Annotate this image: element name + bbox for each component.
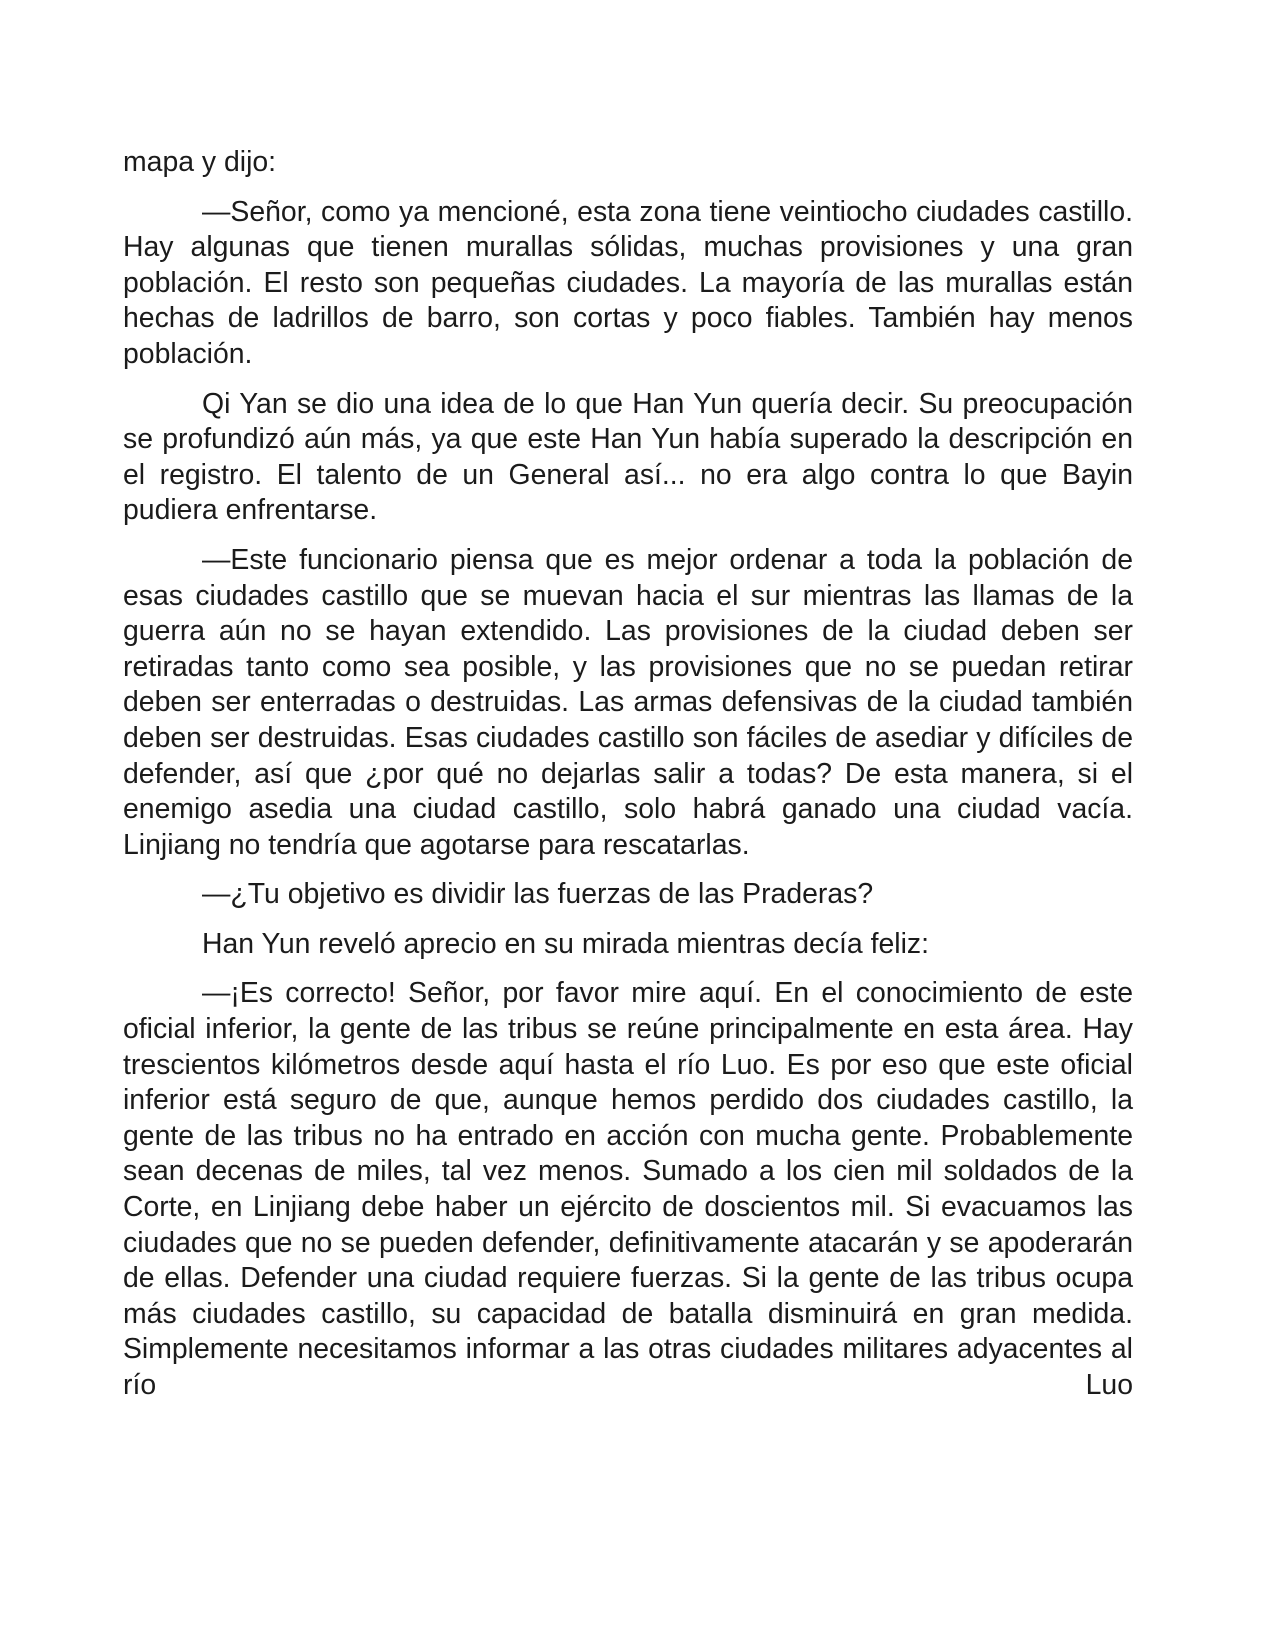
paragraph-6: Han Yun reveló aprecio en su mirada mientras decía feliz: (202, 927, 929, 960)
paragraph-7: —¡Es correcto! Señor, por favor mire aquí. En el conocimiento de este oficial inferior, la gente de las tribus se reúne principalmente en esta área. Hay trescientos kilómetros desde aquí hasta el río Luo. Es por eso que este oficial inferior está seguro de que, aunque hemos perdido dos ciudades castillo, la gente de las tribus no ha entrado en acción con mucha gente. Probablemente sean decenas de miles, tal vez menos. Sumado a los cien mil soldados de la Corte, en Linjiang debe haber un ejército de doscientos mil. Si evacuamos las ciudades que no se pueden defender, definitivamente atacarán y se apoderarán de ellas. Defender una ciudad requiere fuerzas. Si la gente de las tribus ocupa más ciudades castillo, su capacidad de batalla disminuirá en gran medida. Simplemente necesitamos informar a las otras ciudades militares adyacentes al río Luo (123, 977, 1133, 1401)
paragraph-4: —Este funcionario piensa que es mejor ordenar a toda la población de esas ciudades castillo que se muevan hacia el sur mientras las llamas de la guerra aún no se hayan extendido. Las provisiones de la ciudad deben ser retiradas tanto como sea posible, y las provisiones que no se puedan retirar deben ser enterradas o destruidas. Las armas defensivas de la ciudad también deben ser destruidas. Esas ciudades castillo son fáciles de asediar y difíciles de defender, así que ¿por qué no dejarlas salir a todas? De esta manera, si el enemigo asedia una ciudad castillo, solo habrá ganado una ciudad vacía. Linjiang no tendría que agotarse para rescatarlas. (123, 543, 1133, 861)
paragraph-3: Qi Yan se dio una idea de lo que Han Yun quería decir. Su preocupación se profundizó aún más, ya que este Han Yun había superado la descripción en el registro. El talento de un General así... no era algo contra lo que Bayin pudiera enfrentarse. (123, 387, 1133, 527)
paragraph-1: mapa y dijo: (123, 146, 277, 178)
document-body (123, 145, 1133, 1404)
paragraph-5: —¿Tu objetivo es dividir las fuerzas de las Praderas? (202, 878, 874, 911)
paragraph-2: —Señor, como ya mencioné, esta zona tiene veintiocho ciudades castillo. Hay algunas que tienen murallas sólidas, muchas provisiones y una gran población. El resto son pequeñas ciudades. La mayoría de las murallas están hechas de ladrillos de barro, son cortas y poco fiables. También hay menos población. (123, 195, 1133, 370)
